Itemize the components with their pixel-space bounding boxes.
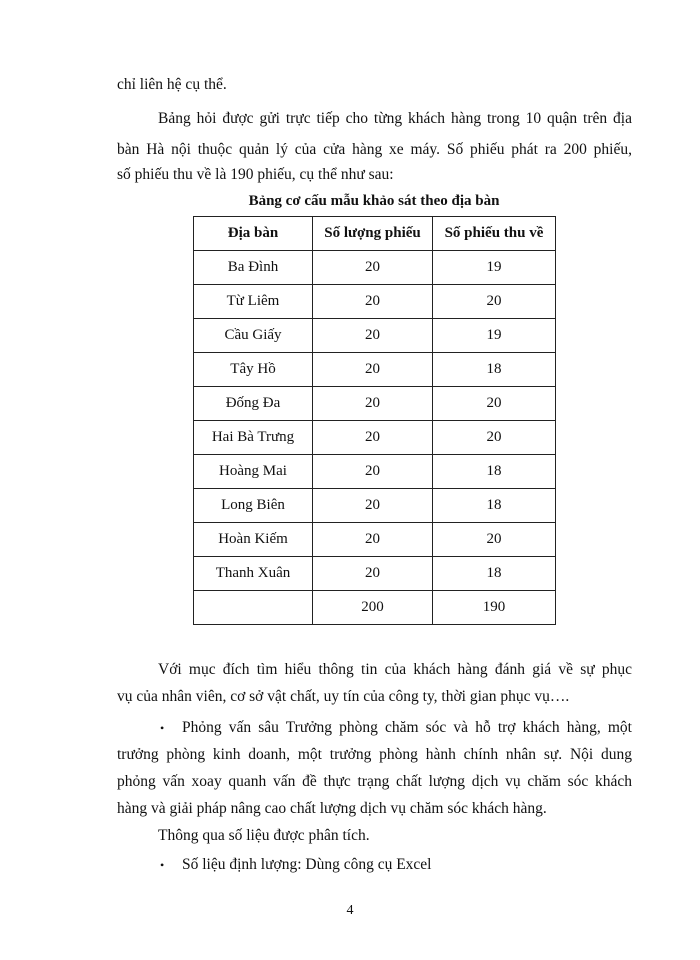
table-total-row xyxy=(194,591,556,625)
cell-returned: 19 xyxy=(433,251,556,285)
cell-issued: 20 xyxy=(313,387,433,421)
cell-issued: 20 xyxy=(313,523,433,557)
paragraph-purpose-line-2: vụ của nhân viên, cơ sở vật chất, uy tín của công ty, thời gian phục vụ…. xyxy=(117,688,570,705)
cell-district: Từ Liêm xyxy=(194,285,313,319)
cell-returned: 19 xyxy=(433,319,556,353)
cell-district: Ba Đình xyxy=(194,251,313,285)
paragraph-top-line-2: Bảng hỏi được gửi trực tiếp cho từng khách hàng trong 10 quận trên địa xyxy=(158,110,632,127)
table-row xyxy=(194,319,556,353)
cell-district: Hai Bà Trưng xyxy=(194,421,313,455)
cell-district: Long Biên xyxy=(194,489,313,523)
analysis-line: Thông qua số liệu được phân tích. xyxy=(158,827,370,844)
cell-issued: 20 xyxy=(313,319,433,353)
paragraph-top-line-3: bàn Hà nội thuộc quản lý của cửa hàng xe máy. Số phiếu phát ra 200 phiếu, xyxy=(117,141,632,158)
bullet1-line-2: trưởng phòng kinh doanh, một trưởng phòng hành chính nhân sự. Nội dung xyxy=(117,746,632,763)
cell-total-returned: 190 xyxy=(433,591,556,625)
cell-issued: 20 xyxy=(313,353,433,387)
bullet-marker: • xyxy=(160,858,165,872)
bullet-marker: • xyxy=(160,721,165,735)
paragraph-top-line-1: chỉ liên hệ cụ thể. xyxy=(117,76,227,93)
page-number: 4 xyxy=(346,903,354,918)
bullet2-line-1: Số liệu định lượng: Dùng công cụ Excel xyxy=(182,856,432,873)
cell-district: Đống Đa xyxy=(194,387,313,421)
table-row xyxy=(194,421,556,455)
table-row xyxy=(194,387,556,421)
cell-issued: 20 xyxy=(313,489,433,523)
bullet1-line-3: phỏng vấn xoay quanh vấn đề thực trạng chất lượng dịch vụ chăm sóc khách xyxy=(117,773,632,790)
cell-district: Hoàng Mai xyxy=(194,455,313,489)
cell-total-label xyxy=(194,591,313,625)
table-row xyxy=(194,285,556,319)
cell-total-issued: 200 xyxy=(313,591,433,625)
cell-district: Tây Hồ xyxy=(194,353,313,387)
cell-returned: 20 xyxy=(433,285,556,319)
cell-district: Thanh Xuân xyxy=(194,557,313,591)
bullet1-line-4: hàng và giải pháp nâng cao chất lượng dịch vụ chăm sóc khách hàng. xyxy=(117,800,547,817)
cell-issued: 20 xyxy=(313,251,433,285)
cell-returned: 18 xyxy=(433,489,556,523)
header-returned: Số phiếu thu về xyxy=(433,217,556,251)
cell-returned: 18 xyxy=(433,353,556,387)
table-row xyxy=(194,489,556,523)
table-row xyxy=(194,455,556,489)
table-header-row xyxy=(194,217,556,251)
table-row xyxy=(194,251,556,285)
cell-issued: 20 xyxy=(313,455,433,489)
table-caption: Bảng cơ cấu mẫu khảo sát theo địa bàn xyxy=(248,193,500,209)
cell-district: Cầu Giấy xyxy=(194,319,313,353)
bullet1-line-1: Phỏng vấn sâu Trưởng phòng chăm sóc và hỗ trợ khách hàng, một xyxy=(182,719,632,736)
header-district: Địa bàn xyxy=(194,217,313,251)
header-issued: Số lượng phiếu xyxy=(313,217,433,251)
paragraph-purpose-line-1: Với mục đích tìm hiểu thông tin của khách hàng đánh giá về sự phục xyxy=(158,661,632,678)
cell-returned: 20 xyxy=(433,387,556,421)
cell-returned: 18 xyxy=(433,455,556,489)
cell-issued: 20 xyxy=(313,557,433,591)
cell-issued: 20 xyxy=(313,421,433,455)
paragraph-top-line-4: số phiếu thu về là 190 phiếu, cụ thể như sau: xyxy=(117,166,394,183)
cell-district: Hoàn Kiếm xyxy=(194,523,313,557)
cell-returned: 20 xyxy=(433,523,556,557)
cell-returned: 18 xyxy=(433,557,556,591)
table-row xyxy=(194,557,556,591)
cell-returned: 20 xyxy=(433,421,556,455)
table-row xyxy=(194,353,556,387)
survey-table xyxy=(193,216,556,625)
table-row xyxy=(194,523,556,557)
cell-issued: 20 xyxy=(313,285,433,319)
